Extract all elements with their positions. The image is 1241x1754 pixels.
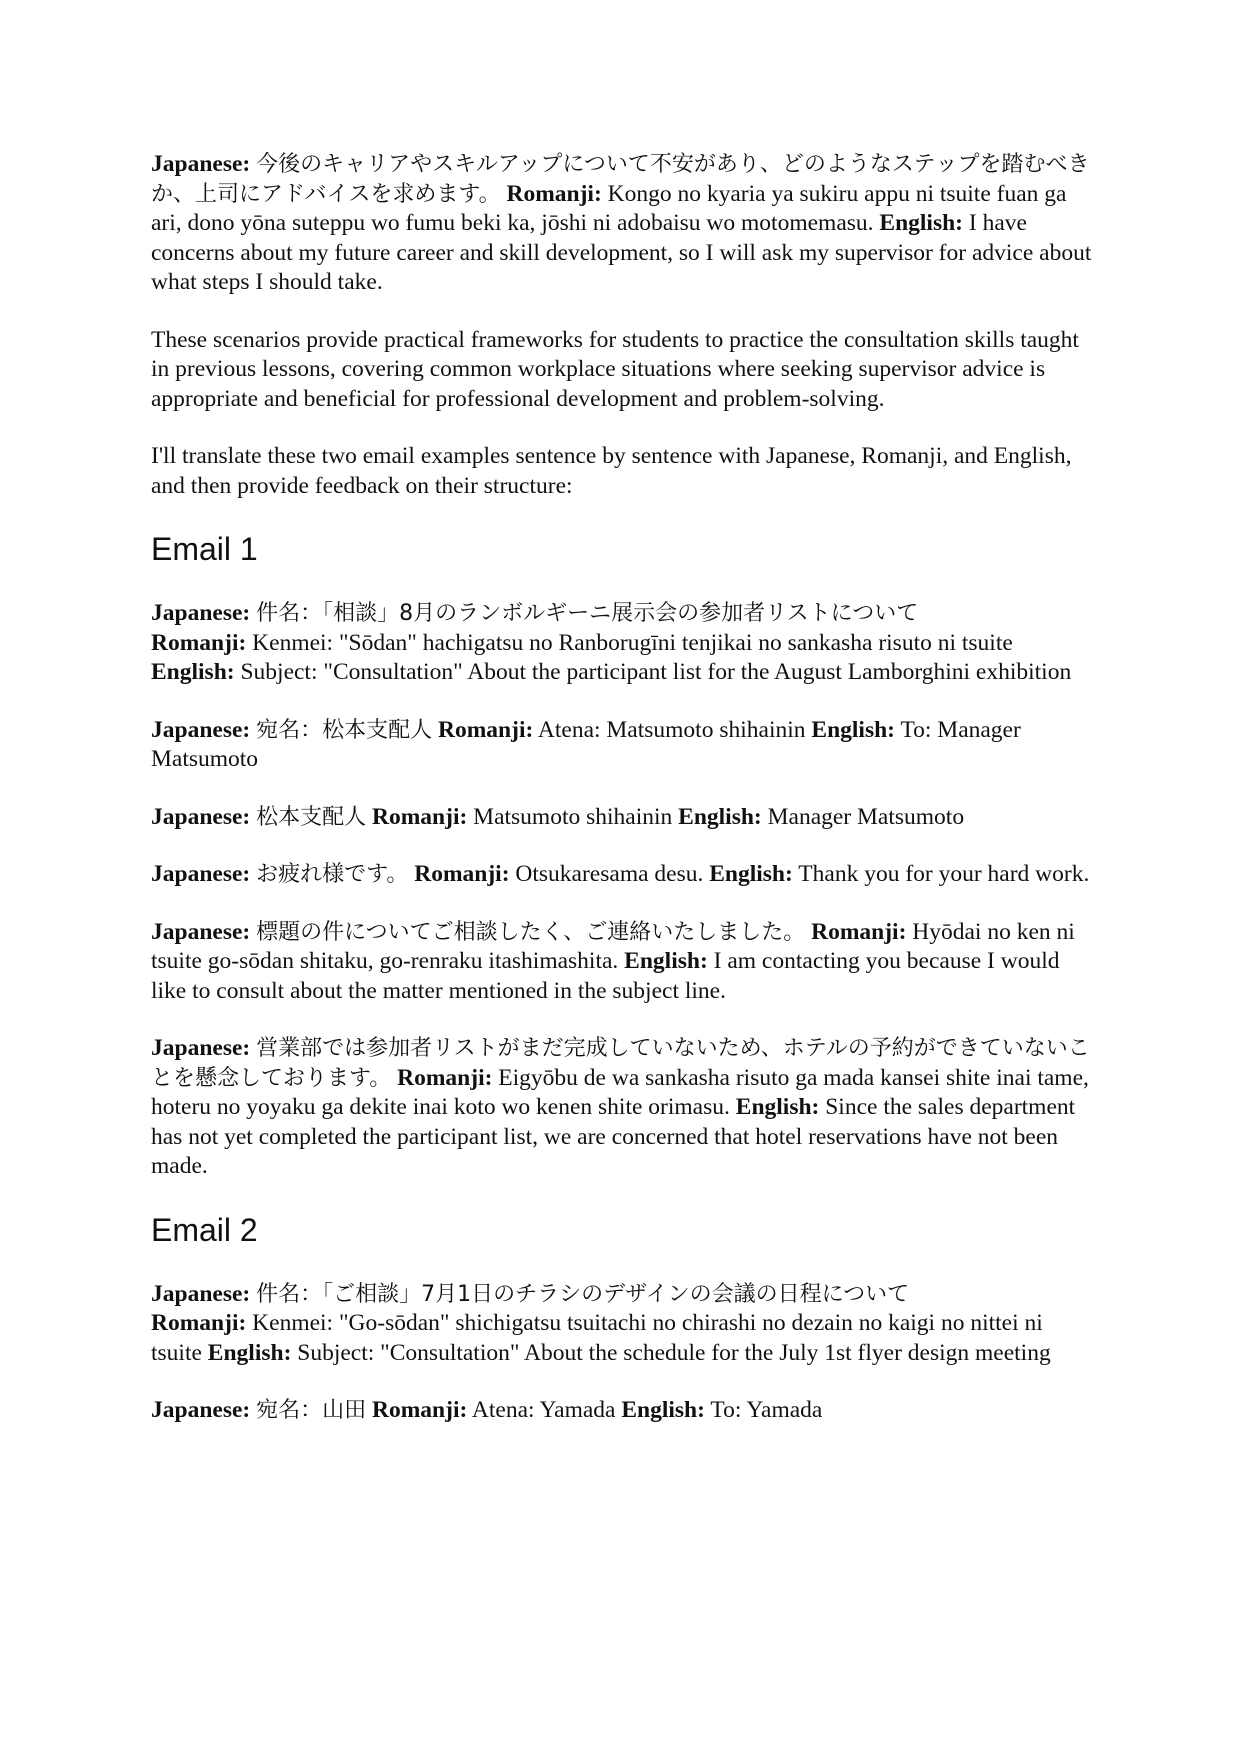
romanji-text: Kenmei: "Sōdan" hachigatsu no Ranborugīni tenjikai no sankasha risuto ni tsuite xyxy=(252,629,1013,656)
romanji-label: Romanji: xyxy=(372,803,468,830)
romanji-text: Eigyōbu de wa sankasha risuto ga mada kansei shite inai tame, hoteru no yoyaku ga dekite inai koto wo kenen shite orimasu. xyxy=(151,1064,1089,1120)
romanji-text: Otsukaresama desu. xyxy=(515,861,704,887)
english-label: English: xyxy=(678,803,762,830)
romanji-text: Kongo no kyaria ya sukiru appu ni tsuite fuan ga ari, dono yōna suteppu wo fumu beki ka, jōshi ni adobaisu wo motomemasu. xyxy=(151,180,1067,236)
email-1-heading: Email 1 xyxy=(151,531,258,567)
english-label: English: xyxy=(879,210,963,236)
email-1-entry-subject xyxy=(151,599,1096,688)
email-2-entry-subject xyxy=(151,1280,1096,1369)
japanese-text: 営業部では参加者リストがまだ完成していないため、ホテルの予約ができていないことを懸念しております。 xyxy=(151,1036,1090,1091)
english-text: To: Manager Matsumoto xyxy=(151,716,1021,772)
japanese-text: 宛名：山田 xyxy=(256,1398,367,1423)
email-1-entry-addressee xyxy=(151,716,1096,775)
email-1-entry-concern xyxy=(151,1034,1096,1182)
japanese-label: Japanese: xyxy=(151,716,251,743)
romanji-label: Romanji: xyxy=(151,629,247,656)
english-label: English: xyxy=(621,1397,705,1423)
english-text: I am contacting you because I would like to consult about the matter mentioned in the subject line. xyxy=(151,948,1060,1004)
japanese-label: Japanese: xyxy=(151,600,251,626)
romanji-label: Romanji: xyxy=(151,1310,247,1336)
japanese-label: Japanese: xyxy=(151,1035,251,1061)
english-text: Subject: "Consultation" About the schedule for the July 1st flyer design meeting xyxy=(297,1339,1051,1366)
document-page xyxy=(151,150,1096,1454)
english-label: English: xyxy=(735,1094,820,1120)
romanji-text: Hyōdai no ken ni tsuite go-sōdan shitaku, go-renraku itashimashita. xyxy=(151,918,1075,974)
romanji-label: Romanji: xyxy=(811,918,907,945)
japanese-text: 今後のキャリアやスキルアップについて不安があり、どのようなステップを踏むべきか、上司にアドバイスを求めます。 xyxy=(151,152,1090,207)
romanji-label: Romanji: xyxy=(438,716,534,743)
scenarios-paragraph: These scenarios provide practical frameworks for students to practice the consultation skills taught in previous lessons, covering common workplace situations where seeking supervisor advice is appropriate and beneficial for professional development and problem-solving. xyxy=(151,326,1079,412)
english-label: English: xyxy=(709,861,793,887)
japanese-text: 松本支配人 xyxy=(256,804,367,830)
english-label: English: xyxy=(811,716,895,743)
translation-intro-paragraph: I'll translate these two email examples sentence by sentence with Japanese, Romanji, and English, and then provide feedback on their structure: xyxy=(151,443,1072,499)
japanese-text: 件名：「ご相談」7月1日のチラシのデザインの会議の日程について xyxy=(256,1281,910,1307)
romanji-text: Kenmei: "Go-sōdan" shichigatsu tsuitachi no chirashi no dezain no kaigi no nittei ni tsuite xyxy=(151,1310,1043,1366)
romanji-text: Matsumoto shihainin xyxy=(473,803,673,830)
romanji-label: Romanji: xyxy=(506,180,602,207)
romanji-text: Atena: Matsumoto shihainin xyxy=(537,716,806,743)
romanji-text: Atena: Yamada xyxy=(471,1397,616,1423)
english-label: English: xyxy=(624,948,708,974)
english-text: Manager Matsumoto xyxy=(767,803,965,830)
email-1-entry-salutation xyxy=(151,803,1096,833)
japanese-label: Japanese: xyxy=(151,918,251,945)
entry-career-advice xyxy=(151,150,1096,298)
email-2-heading: Email 2 xyxy=(151,1211,258,1248)
english-text: I have concerns about my future career and skill development, so I will ask my supervisor for advice about what steps I should take. xyxy=(151,210,1092,295)
email-1-entry-greeting xyxy=(151,860,1096,890)
english-text: To: Yamada xyxy=(710,1397,823,1423)
english-text: Subject: "Consultation" About the participant list for the August Lamborghini exhibition xyxy=(240,659,1072,685)
romanji-label: Romanji: xyxy=(372,1397,468,1423)
romanji-label: Romanji: xyxy=(397,1064,493,1091)
english-text: Since the sales department has not yet completed the participant list, we are concerned that hotel reservations have not been made. xyxy=(151,1094,1076,1179)
japanese-label: Japanese: xyxy=(151,151,251,177)
english-label: English: xyxy=(151,659,235,685)
japanese-text: 標題の件についてご相談したく、ご連絡いたしました。 xyxy=(256,919,806,945)
japanese-label: Japanese: xyxy=(151,1397,251,1423)
japanese-text: 件名：「相談」8月のランボルギーニ展示会の参加者リストについて xyxy=(256,601,919,626)
email-2-entry-addressee xyxy=(151,1396,1096,1426)
japanese-label: Japanese: xyxy=(151,803,251,830)
japanese-text: 宛名：松本支配人 xyxy=(256,717,433,743)
english-text: Thank you for your hard work. xyxy=(798,861,1090,887)
japanese-label: Japanese: xyxy=(151,861,251,887)
romanji-label: Romanji: xyxy=(414,861,510,887)
english-label: English: xyxy=(207,1339,292,1366)
email-1-entry-purpose xyxy=(151,918,1096,1007)
japanese-label: Japanese: xyxy=(151,1280,251,1307)
japanese-text: お疲れ様です。 xyxy=(256,862,409,887)
